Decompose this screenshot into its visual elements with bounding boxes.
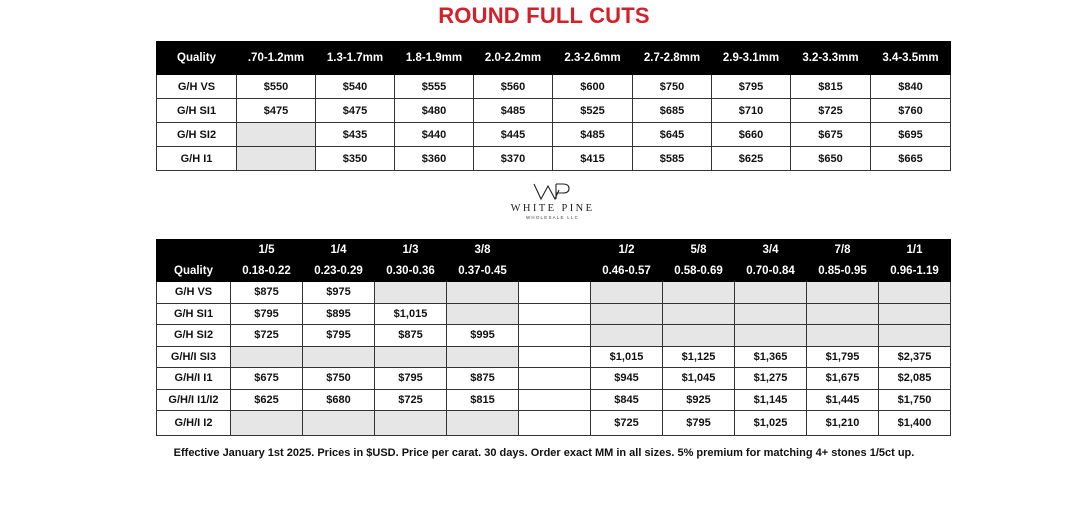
column-header: 5/8 bbox=[663, 240, 735, 261]
column-header: 3/4 bbox=[735, 240, 807, 261]
column-header bbox=[519, 261, 591, 282]
empty-cell bbox=[879, 282, 951, 304]
price-cell: $995 bbox=[447, 325, 519, 347]
quality-cell: G/H SI2 bbox=[157, 325, 231, 347]
price-cell: $1,365 bbox=[735, 346, 807, 368]
empty-cell bbox=[375, 282, 447, 304]
table-row bbox=[157, 303, 951, 325]
column-header: 2.0-2.2mm bbox=[474, 42, 553, 75]
price-cell: $815 bbox=[447, 389, 519, 411]
empty-cell bbox=[375, 411, 447, 436]
price-cell: $1,795 bbox=[807, 346, 879, 368]
price-cell: $350 bbox=[316, 147, 395, 171]
quality-cell: G/H/I I1 bbox=[157, 368, 231, 390]
price-cell: $875 bbox=[447, 368, 519, 390]
price-cell: $440 bbox=[395, 123, 474, 147]
empty-cell bbox=[663, 303, 735, 325]
price-cell: $840 bbox=[871, 75, 951, 99]
price-cell: $1,750 bbox=[879, 389, 951, 411]
price-cell: $750 bbox=[633, 75, 712, 99]
spacer-cell bbox=[519, 346, 591, 368]
wp-monogram-icon bbox=[531, 182, 575, 202]
logo-subtitle: WHOLESALE LLC bbox=[525, 215, 580, 220]
empty-cell bbox=[807, 303, 879, 325]
price-cell: $795 bbox=[375, 368, 447, 390]
empty-cell bbox=[879, 303, 951, 325]
quality-cell: G/H/I I1/I2 bbox=[157, 389, 231, 411]
column-header: 3.2-3.3mm bbox=[791, 42, 871, 75]
table-header-row bbox=[157, 261, 951, 282]
price-cell: $845 bbox=[591, 389, 663, 411]
footer-note: Effective January 1st 2025. Prices in $USD. Price per carat. 30 days. Order exact MM in all sizes. 5% premium for matching 4+ stones 1/5ct up. bbox=[173, 447, 915, 459]
empty-cell bbox=[447, 346, 519, 368]
price-cell: $1,445 bbox=[807, 389, 879, 411]
column-header: 1.8-1.9mm bbox=[395, 42, 474, 75]
table-row bbox=[157, 75, 951, 99]
column-header: 3/8 bbox=[447, 240, 519, 261]
column-header: 1/1 bbox=[879, 240, 951, 261]
price-cell: $875 bbox=[375, 325, 447, 347]
price-cell: $2,375 bbox=[879, 346, 951, 368]
price-cell: $600 bbox=[553, 75, 633, 99]
column-header bbox=[157, 240, 231, 261]
column-header: 2.3-2.6mm bbox=[553, 42, 633, 75]
price-cell: $1,210 bbox=[807, 411, 879, 436]
empty-cell bbox=[591, 325, 663, 347]
table-row bbox=[157, 346, 951, 368]
empty-cell bbox=[237, 123, 316, 147]
price-cell: $445 bbox=[474, 123, 553, 147]
price-cell: $725 bbox=[791, 99, 871, 123]
empty-cell bbox=[447, 411, 519, 436]
price-cell: $1,025 bbox=[735, 411, 807, 436]
price-cell: $1,015 bbox=[375, 303, 447, 325]
column-header: 0.96-1.19 bbox=[879, 261, 951, 282]
price-cell: $475 bbox=[316, 99, 395, 123]
column-header: Quality bbox=[157, 261, 231, 282]
page-title: ROUND FULL CUTS bbox=[438, 3, 650, 28]
column-header: 2.9-3.1mm bbox=[712, 42, 791, 75]
price-cell: $1,015 bbox=[591, 346, 663, 368]
spacer-cell bbox=[519, 303, 591, 325]
price-cell: $625 bbox=[231, 389, 303, 411]
empty-cell bbox=[303, 411, 375, 436]
quality-cell: G/H SI1 bbox=[157, 99, 237, 123]
price-cell: $555 bbox=[395, 75, 474, 99]
price-cell: $925 bbox=[663, 389, 735, 411]
empty-cell bbox=[807, 282, 879, 304]
column-header: 1/3 bbox=[375, 240, 447, 261]
empty-cell bbox=[735, 282, 807, 304]
price-cell: $725 bbox=[375, 389, 447, 411]
column-header: 0.70-0.84 bbox=[735, 261, 807, 282]
price-cell: $760 bbox=[871, 99, 951, 123]
price-cell: $875 bbox=[231, 282, 303, 304]
price-cell: $585 bbox=[633, 147, 712, 171]
column-header: 0.85-0.95 bbox=[807, 261, 879, 282]
price-cell: $660 bbox=[712, 123, 791, 147]
quality-cell: G/H SI2 bbox=[157, 123, 237, 147]
table-row bbox=[157, 389, 951, 411]
column-header: 1.3-1.7mm bbox=[316, 42, 395, 75]
empty-cell bbox=[591, 282, 663, 304]
price-cell: $725 bbox=[591, 411, 663, 436]
empty-cell bbox=[375, 346, 447, 368]
carat-price-table bbox=[156, 239, 951, 436]
price-cell: $795 bbox=[712, 75, 791, 99]
price-cell: $685 bbox=[633, 99, 712, 123]
empty-cell bbox=[879, 325, 951, 347]
column-header: 0.18-0.22 bbox=[231, 261, 303, 282]
empty-cell bbox=[735, 303, 807, 325]
price-cell: $560 bbox=[474, 75, 553, 99]
empty-cell bbox=[303, 346, 375, 368]
column-header: 0.23-0.29 bbox=[303, 261, 375, 282]
column-header: 1/4 bbox=[303, 240, 375, 261]
company-logo bbox=[495, 182, 610, 224]
price-cell: $675 bbox=[791, 123, 871, 147]
price-cell: $370 bbox=[474, 147, 553, 171]
price-cell: $1,045 bbox=[663, 368, 735, 390]
price-cell: $475 bbox=[237, 99, 316, 123]
price-cell: $645 bbox=[633, 123, 712, 147]
fraction-header-row bbox=[157, 240, 951, 261]
price-cell: $650 bbox=[791, 147, 871, 171]
column-header: 0.37-0.45 bbox=[447, 261, 519, 282]
table-row bbox=[157, 325, 951, 347]
price-cell: $485 bbox=[553, 123, 633, 147]
column-header: 0.58-0.69 bbox=[663, 261, 735, 282]
empty-cell bbox=[237, 147, 316, 171]
empty-cell bbox=[735, 325, 807, 347]
empty-cell bbox=[807, 325, 879, 347]
spacer-cell bbox=[519, 389, 591, 411]
price-cell: $1,275 bbox=[735, 368, 807, 390]
column-header: 7/8 bbox=[807, 240, 879, 261]
table-row bbox=[157, 411, 951, 436]
price-cell: $895 bbox=[303, 303, 375, 325]
price-cell: $625 bbox=[712, 147, 791, 171]
table-row bbox=[157, 282, 951, 304]
price-cell: $1,400 bbox=[879, 411, 951, 436]
price-cell: $795 bbox=[231, 303, 303, 325]
column-header: 1/5 bbox=[231, 240, 303, 261]
price-cell: $725 bbox=[231, 325, 303, 347]
column-header: 1/2 bbox=[591, 240, 663, 261]
price-cell: $945 bbox=[591, 368, 663, 390]
empty-cell bbox=[663, 325, 735, 347]
price-cell: $480 bbox=[395, 99, 474, 123]
empty-cell bbox=[447, 282, 519, 304]
column-header: 3.4-3.5mm bbox=[871, 42, 951, 75]
column-header bbox=[519, 240, 591, 261]
price-cell: $675 bbox=[231, 368, 303, 390]
price-cell: $695 bbox=[871, 123, 951, 147]
spacer-cell bbox=[519, 282, 591, 304]
price-cell: $1,145 bbox=[735, 389, 807, 411]
price-cell: $2,085 bbox=[879, 368, 951, 390]
price-cell: $485 bbox=[474, 99, 553, 123]
table-row bbox=[157, 123, 951, 147]
table-row bbox=[157, 147, 951, 171]
column-header: 0.30-0.36 bbox=[375, 261, 447, 282]
quality-cell: G/H/I I2 bbox=[157, 411, 231, 436]
price-cell: $795 bbox=[663, 411, 735, 436]
spacer-cell bbox=[519, 325, 591, 347]
column-header: Quality bbox=[157, 42, 237, 75]
price-cell: $435 bbox=[316, 123, 395, 147]
column-header: 0.46-0.57 bbox=[591, 261, 663, 282]
empty-cell bbox=[231, 346, 303, 368]
logo-brand: WHITE PINE bbox=[510, 203, 595, 214]
empty-cell bbox=[591, 303, 663, 325]
column-header: .70-1.2mm bbox=[237, 42, 316, 75]
price-cell: $1,675 bbox=[807, 368, 879, 390]
price-cell: $415 bbox=[553, 147, 633, 171]
price-cell: $975 bbox=[303, 282, 375, 304]
table-row bbox=[157, 99, 951, 123]
quality-cell: G/H VS bbox=[157, 282, 231, 304]
spacer-cell bbox=[519, 368, 591, 390]
empty-cell bbox=[231, 411, 303, 436]
table-header-row bbox=[157, 42, 951, 75]
price-cell: $680 bbox=[303, 389, 375, 411]
price-cell: $710 bbox=[712, 99, 791, 123]
empty-cell bbox=[663, 282, 735, 304]
price-cell: $550 bbox=[237, 75, 316, 99]
quality-cell: G/H/I SI3 bbox=[157, 346, 231, 368]
quality-cell: G/H VS bbox=[157, 75, 237, 99]
price-cell: $665 bbox=[871, 147, 951, 171]
price-cell: $525 bbox=[553, 99, 633, 123]
spacer-cell bbox=[519, 411, 591, 436]
column-header: 2.7-2.8mm bbox=[633, 42, 712, 75]
price-cell: $815 bbox=[791, 75, 871, 99]
empty-cell bbox=[447, 303, 519, 325]
quality-cell: G/H SI1 bbox=[157, 303, 231, 325]
price-cell: $540 bbox=[316, 75, 395, 99]
price-cell: $360 bbox=[395, 147, 474, 171]
price-cell: $1,125 bbox=[663, 346, 735, 368]
price-cell: $795 bbox=[303, 325, 375, 347]
table-row bbox=[157, 368, 951, 390]
quality-cell: G/H I1 bbox=[157, 147, 237, 171]
mm-price-table bbox=[156, 41, 951, 171]
price-cell: $750 bbox=[303, 368, 375, 390]
